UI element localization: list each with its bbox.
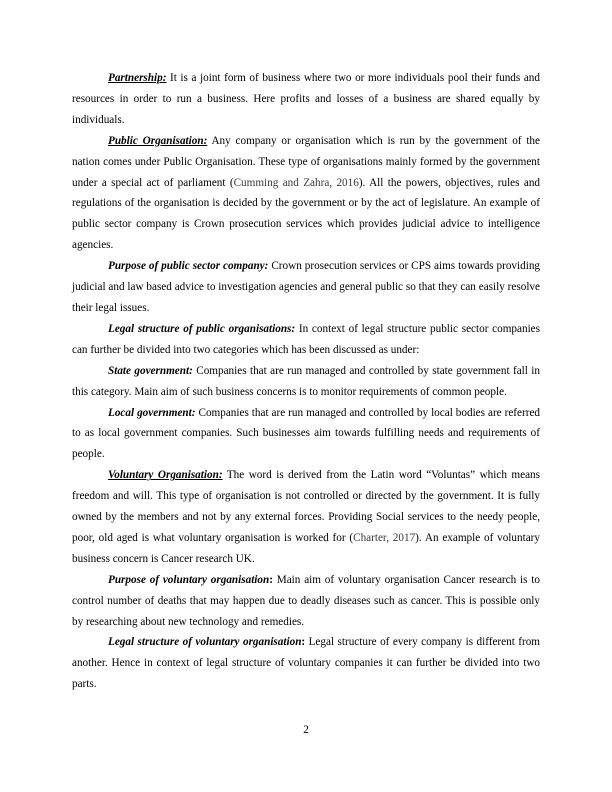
paragraph-voluntary-organisation: [72, 465, 540, 570]
paragraph-public-sector-purpose: [72, 256, 540, 319]
paragraph-public-organisation: [72, 131, 540, 256]
citation: Charter, 2017: [353, 531, 416, 544]
paragraph-text-continued: ). All the powers, objectives, rules and regulations of the organisation is decided by the government or by the act of legislature. An example of public sector company is Crown prosecution services which provides judicial advice to intelligence agencies.: [72, 176, 541, 252]
term-heading: Local government:: [108, 406, 196, 419]
paragraph-text: Main aim of voluntary organisation Cancer research is to control number of deaths that may happen due to deadly diseases such as cancer. This is possible only by researching about new technology and remedies.: [72, 573, 540, 628]
paragraph-text: It is a joint form of business where two or more individuals pool their funds and resources in order to run a business. Here profits and losses of a business are shared equally by individuals.: [72, 72, 540, 126]
paragraph-state-government: [72, 361, 540, 403]
body-text: [72, 68, 540, 695]
term-heading: Public Organisation:: [108, 134, 208, 147]
paragraph-text: Companies that are run managed and controlled by state government fall in this category. Main aim of such business concerns is to monitor requirements of common people.: [72, 364, 540, 398]
paragraph-text: Legal structure of every company is different from another. Hence in context of legal structure of voluntary companies it can further be divided into two parts.: [72, 636, 540, 691]
paragraph-voluntary-legal-structure: [72, 632, 540, 695]
paragraph-public-legal-structure: [72, 319, 540, 361]
paragraph-voluntary-purpose: [72, 570, 540, 633]
term-heading: State government:: [108, 364, 193, 377]
paragraph-text-continued: ). An example of voluntary business concern is Cancer research UK.: [72, 531, 540, 565]
term-heading: Purpose of voluntary organisation: [108, 573, 270, 586]
paragraph-text: Any company or organisation which is run by the government of the nation comes under Public Organisation. These type of organisations mainly formed by the government under a special act of parliament (: [72, 134, 540, 189]
citation: Cumming and Zahra, 2016: [233, 176, 359, 189]
term-heading: Purpose of public sector company:: [108, 260, 269, 273]
paragraph-text: The word is derived from the Latin word “Voluntas” which means freedom and will. This type of organisation is not controlled or directed by the government. It is fully owned by the members and not by any external forces. Providing Social services to the needy people, poor, old aged is what voluntary organisation is worked for (: [72, 469, 541, 544]
term-heading: Legal structure of voluntary organisation: [108, 636, 302, 649]
term-colon: :: [269, 573, 273, 586]
term-colon: :: [301, 636, 306, 649]
term-heading: Voluntary Organisation:: [108, 469, 223, 482]
page-number: 2: [303, 724, 309, 736]
term-heading: Partnership:: [108, 72, 167, 84]
paragraph-text: Crown prosecution services or CPS aims towards providing judicial and law based advice to investigation agencies and general public so that they can easily resolve their legal issues.: [72, 260, 541, 314]
paragraph-local-government: [72, 403, 540, 466]
paragraph-partnership: [72, 68, 540, 131]
term-heading: Legal structure of public organisations:: [108, 322, 296, 335]
paragraph-text: In context of legal structure public sector companies can further be divided into two categories which has been discussed as under:: [72, 322, 541, 356]
paragraph-text: Companies that are run managed and controlled by local bodies are referred to as local government companies. Such businesses aim towards fulfilling needs and requirements of people.: [72, 406, 541, 461]
